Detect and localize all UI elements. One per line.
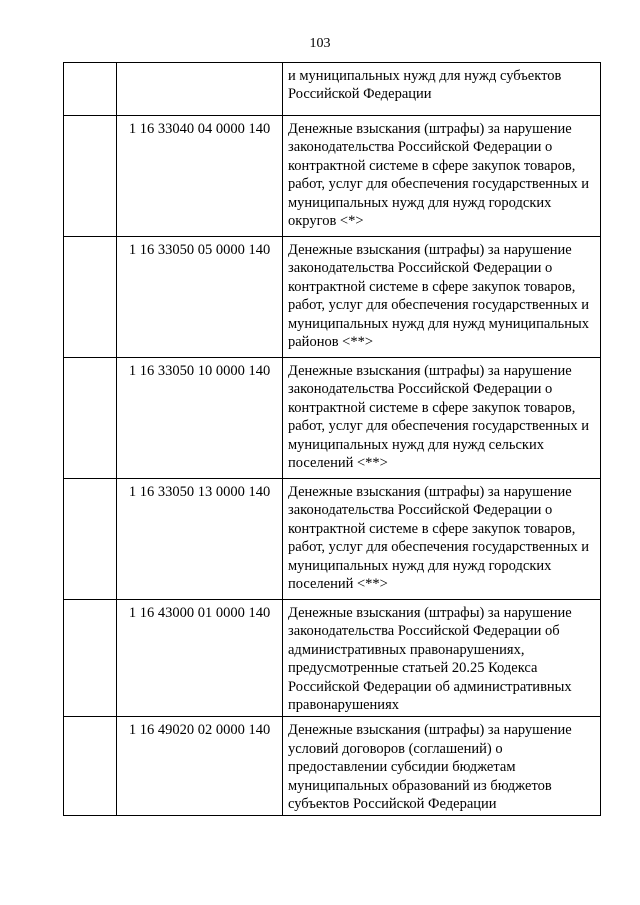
table-row [64, 479, 601, 600]
revenue-code-cell [117, 116, 283, 237]
admin-code-cell [64, 358, 117, 479]
table-row [64, 237, 601, 358]
revenue-code: 1 16 49020 02 0000 140 [128, 722, 271, 739]
revenue-code-cell [117, 63, 283, 116]
revenue-code-cell [117, 600, 283, 717]
description-cell: Денежные взыскания (штрафы) за нарушение законодательства Российской Федерации о контрактной системе в сфере закупок товаров, работ, услуг для обеспечения государственных и муниципальных нужд для нужд муниципальных районов <**> [283, 237, 601, 358]
description-cell: Денежные взыскания (штрафы) за нарушение законодательства Российской Федерации о контрактной системе в сфере закупок товаров, работ, услуг для обеспечения государственных и муниципальных нужд для нужд сельских поселений <**> [283, 358, 601, 479]
page-number: 103 [309, 36, 331, 51]
revenue-code: 1 16 33050 13 0000 140 [128, 484, 271, 500]
table-row [64, 116, 601, 237]
revenue-code [117, 63, 282, 67]
admin-code-cell [64, 116, 117, 237]
admin-code-cell [64, 479, 117, 600]
description-cell: и муниципальных нужд для нужд субъектов Российской Федерации [283, 63, 601, 116]
table-row [64, 600, 601, 717]
admin-code-cell [64, 717, 117, 816]
budget-classification-table [63, 62, 601, 816]
revenue-code-cell [117, 237, 283, 358]
revenue-code: 1 16 43000 01 0000 140 [128, 605, 271, 621]
revenue-code: 1 16 33040 04 0000 140 [128, 121, 271, 137]
revenue-code: 1 16 33050 10 0000 140 [128, 363, 271, 379]
description-cell: Денежные взыскания (штрафы) за нарушение законодательства Российской Федерации о контрактной системе в сфере закупок товаров, работ, услуг для обеспечения государственных и муниципальных нужд для нужд городских округов <*> [283, 116, 601, 237]
revenue-code-cell [117, 358, 283, 479]
admin-code-cell [64, 237, 117, 358]
table-row [64, 63, 601, 116]
table-row [64, 358, 601, 479]
admin-code-cell [64, 600, 117, 717]
table-row [64, 717, 601, 816]
description-cell: Денежные взыскания (штрафы) за нарушение условий договоров (соглашений) о предоставлении субсидии бюджетам муниципальных образований из бюджетов субъектов Российской Федерации [283, 717, 601, 816]
admin-code-cell [64, 63, 117, 116]
revenue-code-cell [117, 479, 283, 600]
revenue-code-cell [117, 717, 283, 816]
description-cell: Денежные взыскания (штрафы) за нарушение законодательства Российской Федерации об административных правонарушениях, предусмотренные статьей 20.25 Кодекса Российской Федерации об административных правонарушениях [283, 600, 601, 717]
revenue-code: 1 16 33050 05 0000 140 [128, 242, 271, 258]
description-cell: Денежные взыскания (штрафы) за нарушение законодательства Российской Федерации о контрактной системе в сфере закупок товаров, работ, услуг для обеспечения государственных и муниципальных нужд для нужд городских поселений <**> [283, 479, 601, 600]
